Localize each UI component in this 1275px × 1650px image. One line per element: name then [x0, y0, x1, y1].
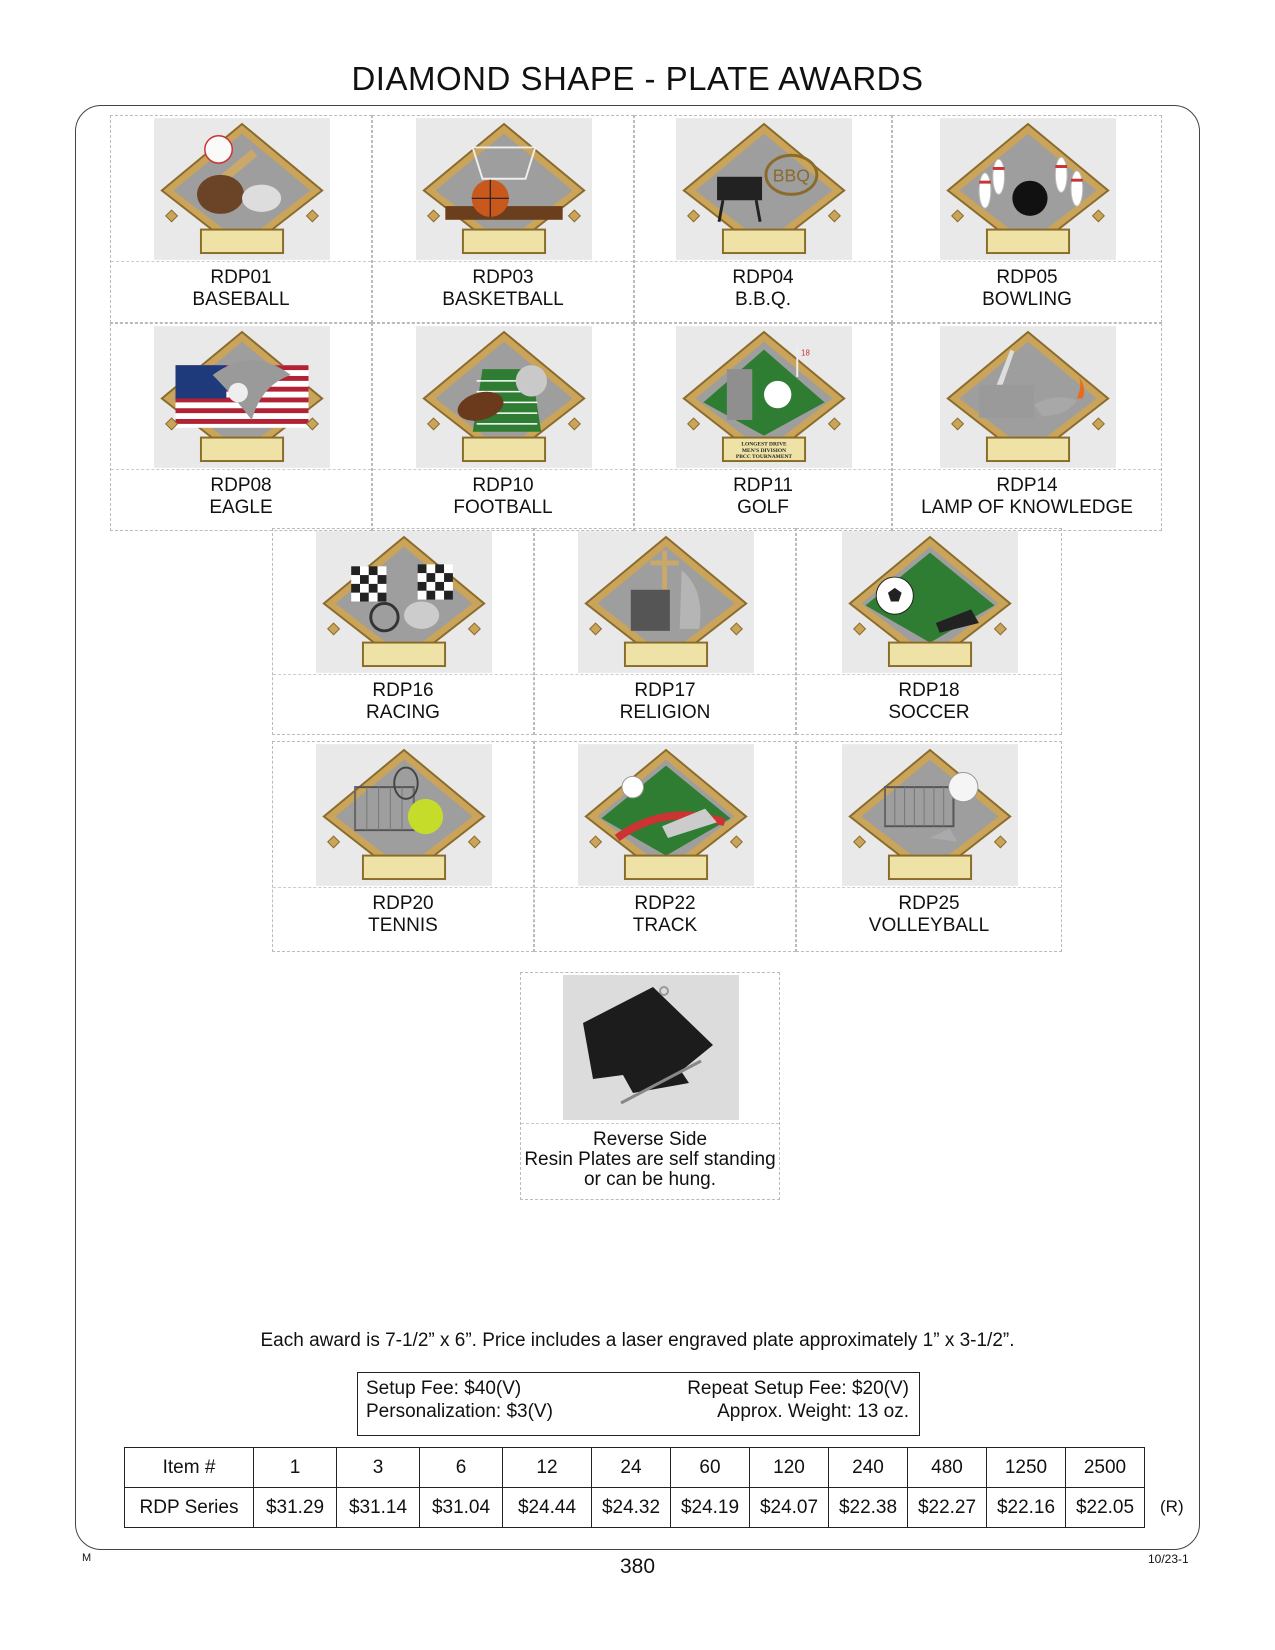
qty-2500: 2500	[1066, 1448, 1145, 1488]
dimensions-note: Each award is 7-1/2” x 6”. Price includes a laser engraved plate approximately 1” x 3-1/2”.	[260, 1330, 1015, 1351]
award-card-rdp20	[272, 741, 534, 952]
award-photo	[416, 118, 592, 260]
qty-480: 480	[908, 1448, 987, 1488]
setup-fee: Setup Fee: $40(V)	[366, 1378, 522, 1399]
award-name: LAMP OF KNOWLEDGE	[921, 497, 1133, 518]
award-code: RDP22	[634, 893, 696, 914]
eagle-icon	[176, 360, 309, 427]
award-photo	[676, 118, 852, 260]
award-name: RELIGION	[619, 702, 711, 723]
price-cell: $22.16	[987, 1488, 1066, 1528]
engraving-plate	[723, 230, 805, 253]
engraving-plate	[363, 643, 445, 666]
qty-120: 120	[750, 1448, 829, 1488]
award-photo	[940, 326, 1116, 468]
award-code: RDP20	[372, 893, 434, 914]
price-cell: $22.27	[908, 1488, 987, 1528]
engraving-plate	[987, 230, 1069, 253]
engraving-plate	[363, 856, 445, 879]
award-card-rdp04	[634, 115, 892, 323]
award-photo	[842, 531, 1018, 673]
price-table	[124, 1447, 1145, 1528]
price-cell: $31.14	[337, 1488, 420, 1528]
engraving-plate	[889, 643, 971, 666]
price-cell: $24.44	[503, 1488, 592, 1528]
award-name: BASKETBALL	[442, 289, 564, 310]
qty-60: 60	[671, 1448, 750, 1488]
award-name: TRACK	[632, 915, 698, 936]
item-header: Item #	[125, 1448, 254, 1488]
price-cell: $31.29	[254, 1488, 337, 1528]
award-name: RACING	[366, 702, 440, 723]
award-photo	[842, 744, 1018, 886]
award-photo	[416, 326, 592, 468]
reverse-line-3: or can be hung.	[583, 1169, 717, 1190]
award-name: EAGLE	[209, 497, 273, 518]
price-cell: $24.19	[671, 1488, 750, 1528]
qty-24: 24	[592, 1448, 671, 1488]
engraving-plate	[463, 230, 545, 253]
price-cell: $24.07	[750, 1488, 829, 1528]
award-card-rdp25	[796, 741, 1062, 952]
reverse-line-2: Resin Plates are self standing	[524, 1149, 776, 1170]
reverse-side-photo	[563, 975, 739, 1120]
award-code: RDP16	[372, 680, 434, 701]
price-suffix: (R)	[1160, 1497, 1184, 1516]
engraving-plate	[987, 438, 1069, 461]
award-name: B.B.Q.	[735, 289, 791, 310]
price-table-header-row	[125, 1448, 1145, 1488]
engraving-plate	[463, 438, 545, 461]
award-card-rdp16	[272, 528, 534, 735]
qty-1250: 1250	[987, 1448, 1066, 1488]
award-photo	[676, 326, 852, 468]
golf-plate-line: PBCC TOURNAMENT	[735, 454, 793, 461]
series-label: RDP Series	[125, 1488, 254, 1528]
engraving-plate	[625, 856, 707, 879]
reverse-side-card	[520, 972, 780, 1200]
qty-6: 6	[420, 1448, 503, 1488]
award-name: BOWLING	[982, 289, 1072, 310]
award-code: RDP05	[996, 267, 1058, 288]
award-code: RDP14	[996, 475, 1058, 496]
award-card-rdp11	[634, 323, 892, 531]
award-photo	[940, 118, 1116, 260]
svg-text:BBQ: BBQ	[772, 165, 810, 186]
page-number: 380	[619, 1555, 656, 1578]
revision-code: 10/23-1	[1148, 1552, 1189, 1566]
qty-1: 1	[254, 1448, 337, 1488]
award-card-rdp05	[892, 115, 1162, 323]
price-cell: $22.38	[829, 1488, 908, 1528]
award-name: SOCCER	[888, 702, 970, 723]
page-title: DIAMOND SHAPE - PLATE AWARDS	[351, 60, 924, 97]
award-code: RDP10	[472, 475, 534, 496]
award-name: TENNIS	[368, 915, 438, 936]
award-card-rdp18	[796, 528, 1062, 735]
personalization-fee: Personalization: $3(V)	[366, 1401, 553, 1422]
price-cell: $24.32	[592, 1488, 671, 1528]
award-photo	[316, 531, 492, 673]
repeat-setup-fee: Repeat Setup Fee: $20(V)	[687, 1378, 909, 1399]
award-code: RDP25	[898, 893, 960, 914]
price-cell: $31.04	[420, 1488, 503, 1528]
award-name: FOOTBALL	[453, 497, 553, 518]
qty-12: 12	[503, 1448, 592, 1488]
award-name: BASEBALL	[192, 289, 290, 310]
award-code: RDP11	[733, 475, 793, 496]
corner-mark: M	[82, 1552, 92, 1564]
engraving-plate	[625, 643, 707, 666]
golf-plate-line: MEN'S DIVISION	[741, 447, 787, 454]
qty-3: 3	[337, 1448, 420, 1488]
award-photo	[316, 744, 492, 886]
award-card-rdp01	[110, 115, 372, 323]
award-name: VOLLEYBALL	[868, 915, 990, 936]
price-cell: $22.05	[1066, 1488, 1145, 1528]
award-code: RDP03	[472, 267, 534, 288]
engraving-plate	[889, 856, 971, 879]
award-code: RDP04	[732, 267, 794, 288]
award-photo	[154, 118, 330, 260]
award-photo	[578, 744, 754, 886]
engraving-plate	[201, 230, 283, 253]
svg-text:18: 18	[801, 348, 810, 358]
approx-weight: Approx. Weight: 13 oz.	[717, 1401, 909, 1422]
reverse-line-1: Reverse Side	[592, 1129, 708, 1150]
engraving-plate	[201, 438, 283, 461]
fees-box	[357, 1372, 920, 1436]
award-photo	[154, 326, 330, 468]
qty-240: 240	[829, 1448, 908, 1488]
award-card-rdp08	[110, 323, 372, 531]
award-code: RDP18	[898, 680, 960, 701]
award-card-rdp14	[892, 323, 1162, 531]
award-card-rdp17	[534, 528, 796, 735]
golf-plate-line: LONGEST DRIVE	[741, 441, 787, 448]
award-code: RDP17	[634, 680, 696, 701]
award-name: GOLF	[737, 497, 789, 518]
award-photo	[578, 531, 754, 673]
price-table-row	[125, 1488, 1145, 1528]
award-code: RDP01	[210, 267, 272, 288]
award-card-rdp10	[372, 323, 634, 531]
award-code: RDP08	[210, 475, 272, 496]
award-card-rdp03	[372, 115, 634, 323]
award-card-rdp22	[534, 741, 796, 952]
